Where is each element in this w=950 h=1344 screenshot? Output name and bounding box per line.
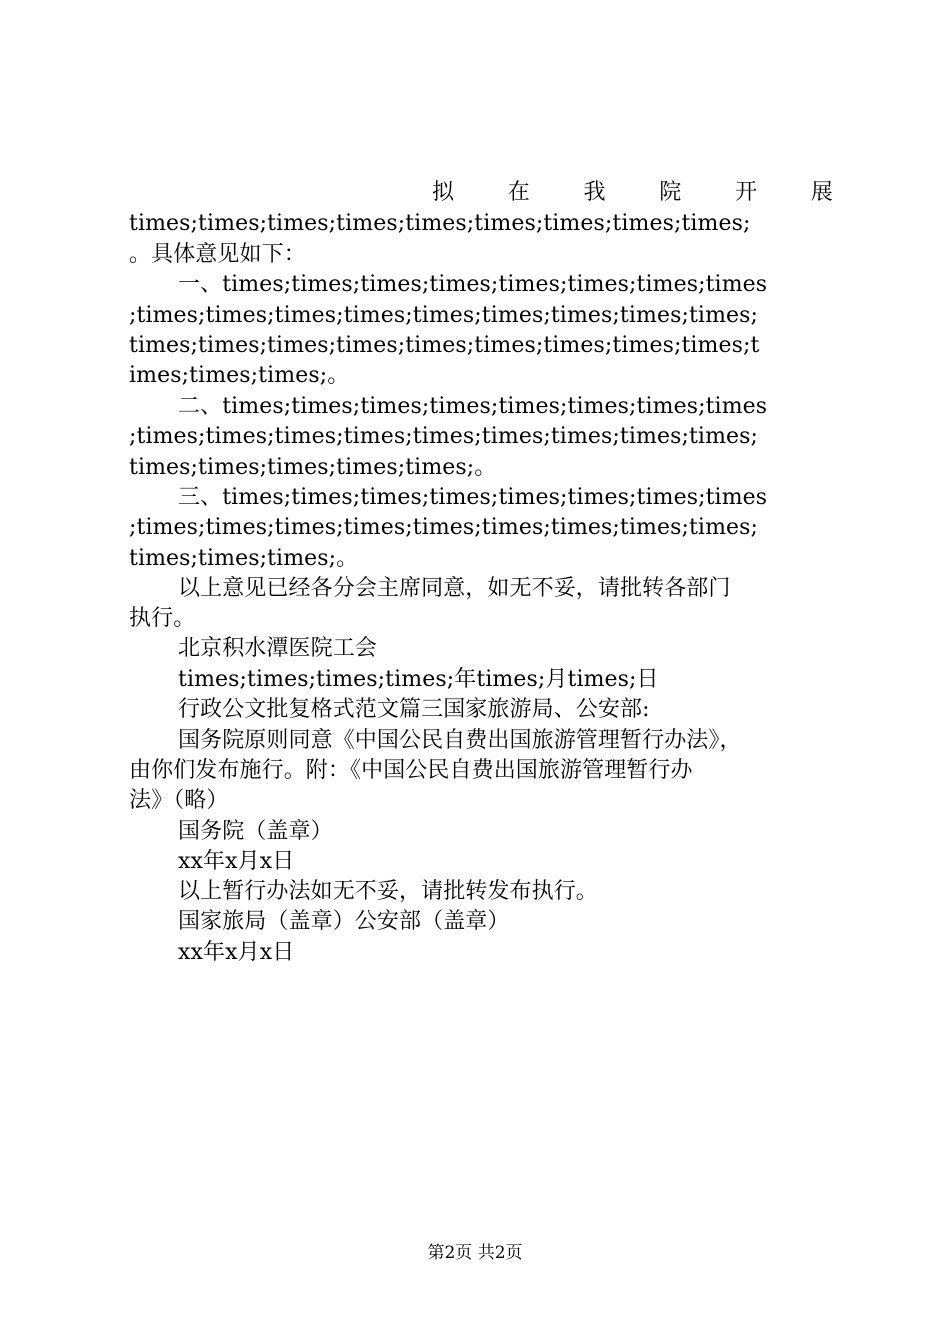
approval-paragraph: 以上意见已经各分会主席同意，如无不妥，请批转各部门	[178, 576, 731, 601]
body-line: times;times;times;times;times;times;times;times;times;t	[129, 333, 760, 358]
body-paragraph: 以上暂行办法如无不妥，请批转发布执行。	[178, 879, 598, 904]
body-line: 由你们发布施行。附：《中国公民自费出国旅游管理暂行办	[129, 758, 693, 783]
paragraph-two-start: 二、times;times;times;times;times;times;times;times	[178, 394, 768, 419]
body-line: times;times;times;times;times;。	[129, 455, 497, 480]
body-line: imes;times;times;。	[129, 363, 350, 388]
intro-char: 展	[810, 180, 833, 205]
paragraph-three-start: 三、times;times;times;times;times;times;times;times	[178, 485, 768, 510]
section-heading: 行政公文批复格式范文篇三国家旅游局、公安部:	[178, 697, 650, 722]
intro-char: 拟	[432, 180, 455, 205]
seal-line: 国务院（盖章）	[178, 819, 333, 844]
paragraph-one-start: 一、times;times;times;times;times;times;times;times	[178, 272, 768, 297]
body-line: times;times;times;。	[129, 546, 359, 571]
signature-date: times;times;times;times;年times;月times;日	[178, 667, 659, 692]
intro-char: 我	[583, 180, 606, 205]
body-line: times;times;times;times;times;times;times;times;times;	[129, 211, 751, 236]
intro-char: 开	[735, 180, 758, 205]
date-line: xx年x月x日	[178, 940, 295, 965]
body-line: ;times;times;times;times;times;times;times;times;times;	[129, 303, 759, 328]
intro-char: 院	[659, 180, 682, 205]
body-paragraph: 国务院原则同意《中国公民自费出国旅游管理暂行办法》，	[178, 728, 742, 753]
body-line: ;times;times;times;times;times;times;times;times;times;	[129, 424, 759, 449]
page-number-footer: 第2页 共2页	[427, 1243, 523, 1263]
seal-line: 国家旅局（盖章）公安部（盖章）	[178, 909, 510, 934]
date-line: xx年x月x日	[178, 849, 295, 874]
body-line: 执行。	[129, 606, 196, 631]
body-line: ;times;times;times;times;times;times;times;times;times;	[129, 515, 759, 540]
intro-spaced-line	[432, 178, 833, 208]
intro-char: 在	[507, 180, 530, 205]
signature-organization: 北京积水潭医院工会	[178, 636, 377, 661]
body-line: 。具体意见如下：	[129, 242, 306, 267]
body-line: 法》（略）	[129, 788, 229, 813]
